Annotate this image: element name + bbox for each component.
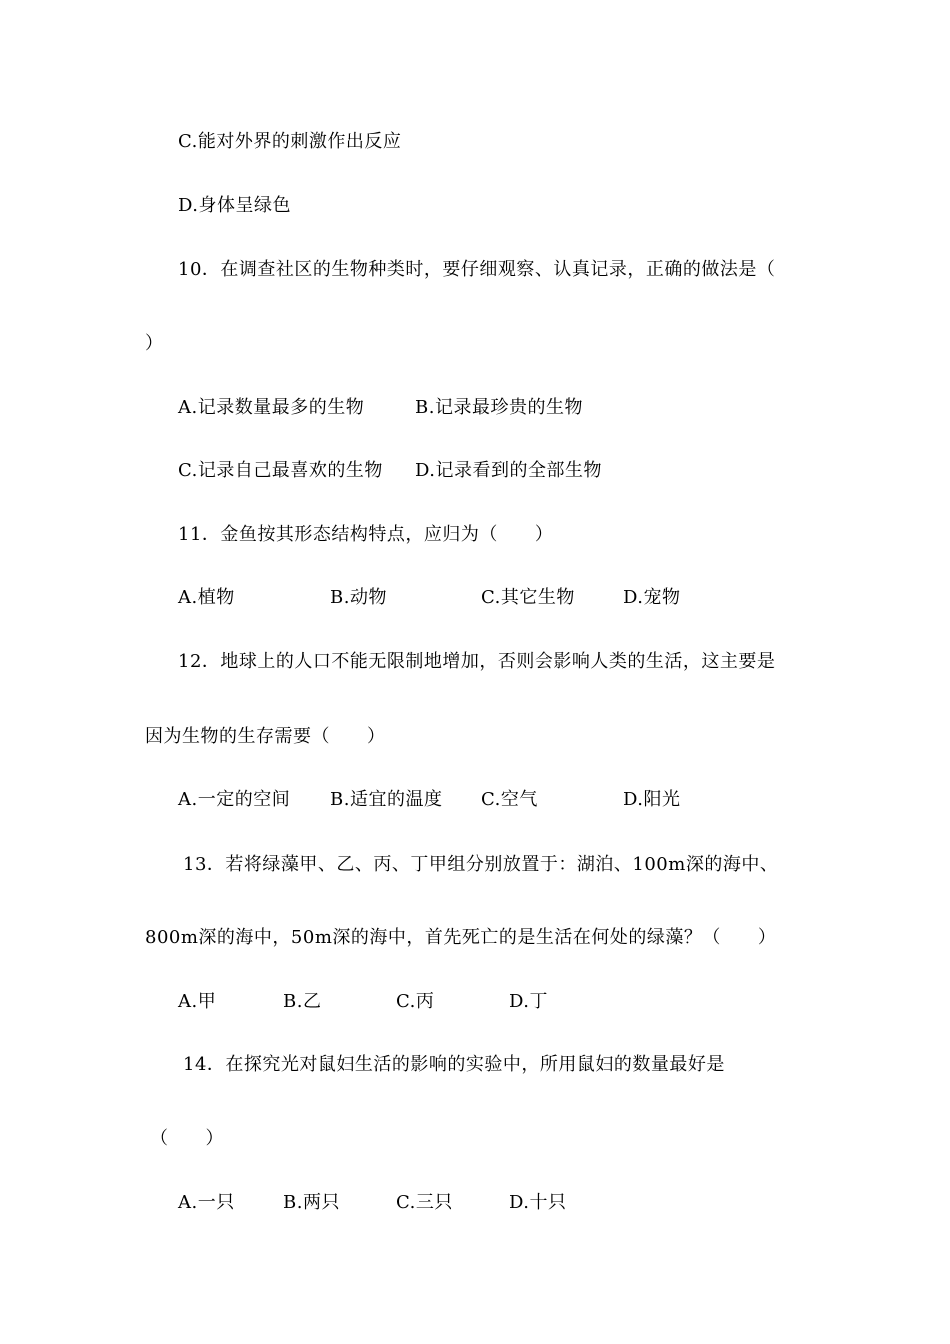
q12-option-c: C.空气 — [481, 789, 538, 810]
q14-option-a: A.一只 — [178, 1192, 235, 1213]
q12-option-b: B.适宜的温度 — [330, 789, 443, 810]
q10-option-c: C.记录自己最喜欢的生物 — [178, 460, 383, 481]
q10-stem-line1: 10．在调查社区的生物种类时，要仔细观察、认真记录，正确的做法是（ — [178, 259, 776, 280]
q14-stem-line1: 14．在探究光对鼠妇生活的影响的实验中，所用鼠妇的数量最好是 — [183, 1054, 725, 1075]
q9-option-d: D.身体呈绿色 — [178, 195, 292, 216]
q12-stem-line2: 因为生物的生存需要（ ） — [145, 726, 386, 747]
q12-option-a: A.一定的空间 — [178, 789, 291, 810]
q14-option-c: C.三只 — [396, 1192, 453, 1213]
q13-option-a: A.甲 — [178, 991, 217, 1012]
q13-option-b: B.乙 — [283, 991, 322, 1012]
q11-option-a: A.植物 — [178, 587, 235, 608]
q10-option-d: D.记录看到的全部生物 — [415, 460, 603, 481]
q11-option-b: B.动物 — [330, 587, 387, 608]
q10-stem-line2: ） — [145, 333, 164, 354]
q12-stem-line1: 12．地球上的人口不能无限制地增加，否则会影响人类的生活，这主要是 — [178, 651, 776, 672]
q11-stem: 11．金鱼按其形态结构特点，应归为（ ） — [178, 524, 554, 545]
q13-option-d: D.丁 — [509, 991, 549, 1012]
q10-option-b: B.记录最珍贵的生物 — [415, 397, 583, 418]
q14-stem-line2: （ ） — [150, 1128, 224, 1149]
q10-option-a: A.记录数量最多的生物 — [178, 397, 365, 418]
q11-option-d: D.宠物 — [623, 587, 681, 608]
q14-option-d: D.十只 — [509, 1192, 567, 1213]
q13-stem-line1: 13．若将绿藻甲、乙、丙、丁甲组分别放置于：湖泊、100m深的海中、 — [183, 854, 779, 875]
q14-option-b: B.两只 — [283, 1192, 340, 1213]
q12-option-d: D.阳光 — [623, 789, 681, 810]
q9-option-c: C.能对外界的刺激作出反应 — [178, 131, 402, 152]
q13-stem-line2: 800m深的海中，50m深的海中，首先死亡的是生活在何处的绿藻？（ ） — [145, 927, 777, 948]
q11-option-c: C.其它生物 — [481, 587, 575, 608]
q13-option-c: C.丙 — [396, 991, 435, 1012]
